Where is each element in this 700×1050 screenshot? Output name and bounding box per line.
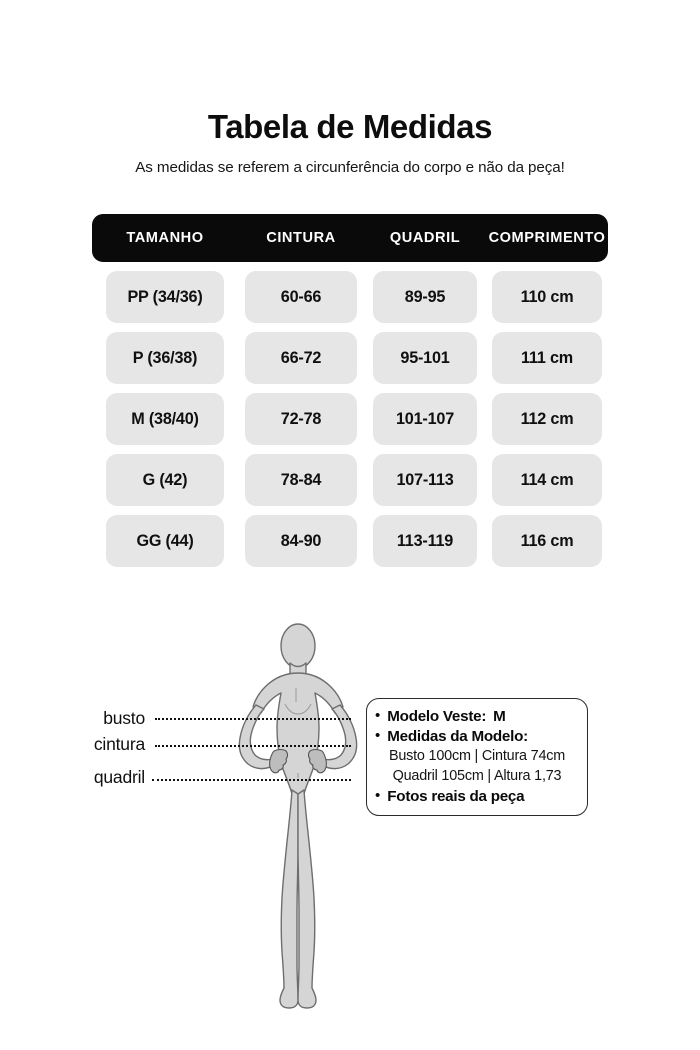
table-header-row: [92, 214, 608, 262]
cell-comprimento: 110 cm: [492, 271, 602, 323]
cell-quadril: 113-119: [373, 515, 477, 567]
cell-cintura: 72-78: [245, 393, 357, 445]
leader-line-cintura: [155, 745, 351, 747]
cell-tamanho: PP (34/36): [106, 271, 224, 323]
cell-quadril: 89-95: [373, 271, 477, 323]
measures-line-2: Quadril 105cm | Altura 1,73: [392, 768, 562, 784]
model-wears-value: M: [493, 708, 506, 725]
table-row: [92, 271, 608, 323]
cell-comprimento: 114 cm: [492, 454, 602, 506]
info-row-real-photos: [375, 787, 577, 807]
cell-tamanho: M (38/40): [106, 393, 224, 445]
model-wears-label: Modelo Veste:: [387, 708, 487, 725]
table-row: [92, 393, 608, 445]
heading-block: [0, 108, 700, 176]
label-quadril: quadril: [93, 767, 145, 787]
cell-cintura: 66-72: [245, 332, 357, 384]
real-photos-label: Fotos reais da peça: [387, 787, 525, 805]
bullet-icon: •: [375, 707, 381, 724]
cell-comprimento: 111 cm: [492, 332, 602, 384]
leader-line-quadril: [152, 779, 351, 781]
column-header-tamanho: TAMANHO: [126, 230, 204, 246]
bullet-icon: •: [375, 786, 381, 804]
info-row-model-wears: [375, 707, 577, 727]
model-info-box: [366, 698, 588, 816]
cell-comprimento: 116 cm: [492, 515, 602, 567]
table-row: [92, 515, 608, 567]
page-title: Tabela de Medidas: [207, 108, 493, 145]
cell-quadril: 107-113: [373, 454, 477, 506]
cell-cintura: 60-66: [245, 271, 357, 323]
model-measures-details: [375, 747, 577, 787]
cell-quadril: 101-107: [373, 393, 477, 445]
bullet-icon: •: [375, 727, 381, 745]
cell-cintura: 78-84: [245, 454, 357, 506]
body-figure-area: [0, 600, 700, 1030]
page-subtitle: As medidas se referem a circunferência do corpo e não da peça!: [135, 158, 565, 176]
cell-tamanho: GG (44): [106, 515, 224, 567]
column-header-cintura: CINTURA: [266, 230, 336, 246]
label-busto: busto: [103, 708, 145, 728]
table-row: [92, 332, 608, 384]
model-measures-label: Medidas da Modelo:: [387, 728, 528, 746]
table-row: [92, 454, 608, 506]
cell-cintura: 84-90: [245, 515, 357, 567]
label-cintura: cintura: [93, 734, 145, 754]
column-header-quadril: QUADRIL: [389, 230, 461, 246]
cell-tamanho: P (36/38): [106, 332, 224, 384]
table-body: [92, 271, 608, 567]
dimension-labels: [0, 600, 700, 1030]
measures-line-1: Busto 100cm | Cintura 74cm: [388, 748, 566, 765]
cell-tamanho: G (42): [106, 454, 224, 506]
measurements-table: [92, 214, 608, 576]
cell-quadril: 95-101: [373, 332, 477, 384]
cell-comprimento: 112 cm: [492, 393, 602, 445]
leader-line-busto: [155, 718, 351, 720]
info-row-model-measures: [375, 727, 577, 747]
column-header-comprimento: COMPRIMENTO: [488, 230, 606, 246]
